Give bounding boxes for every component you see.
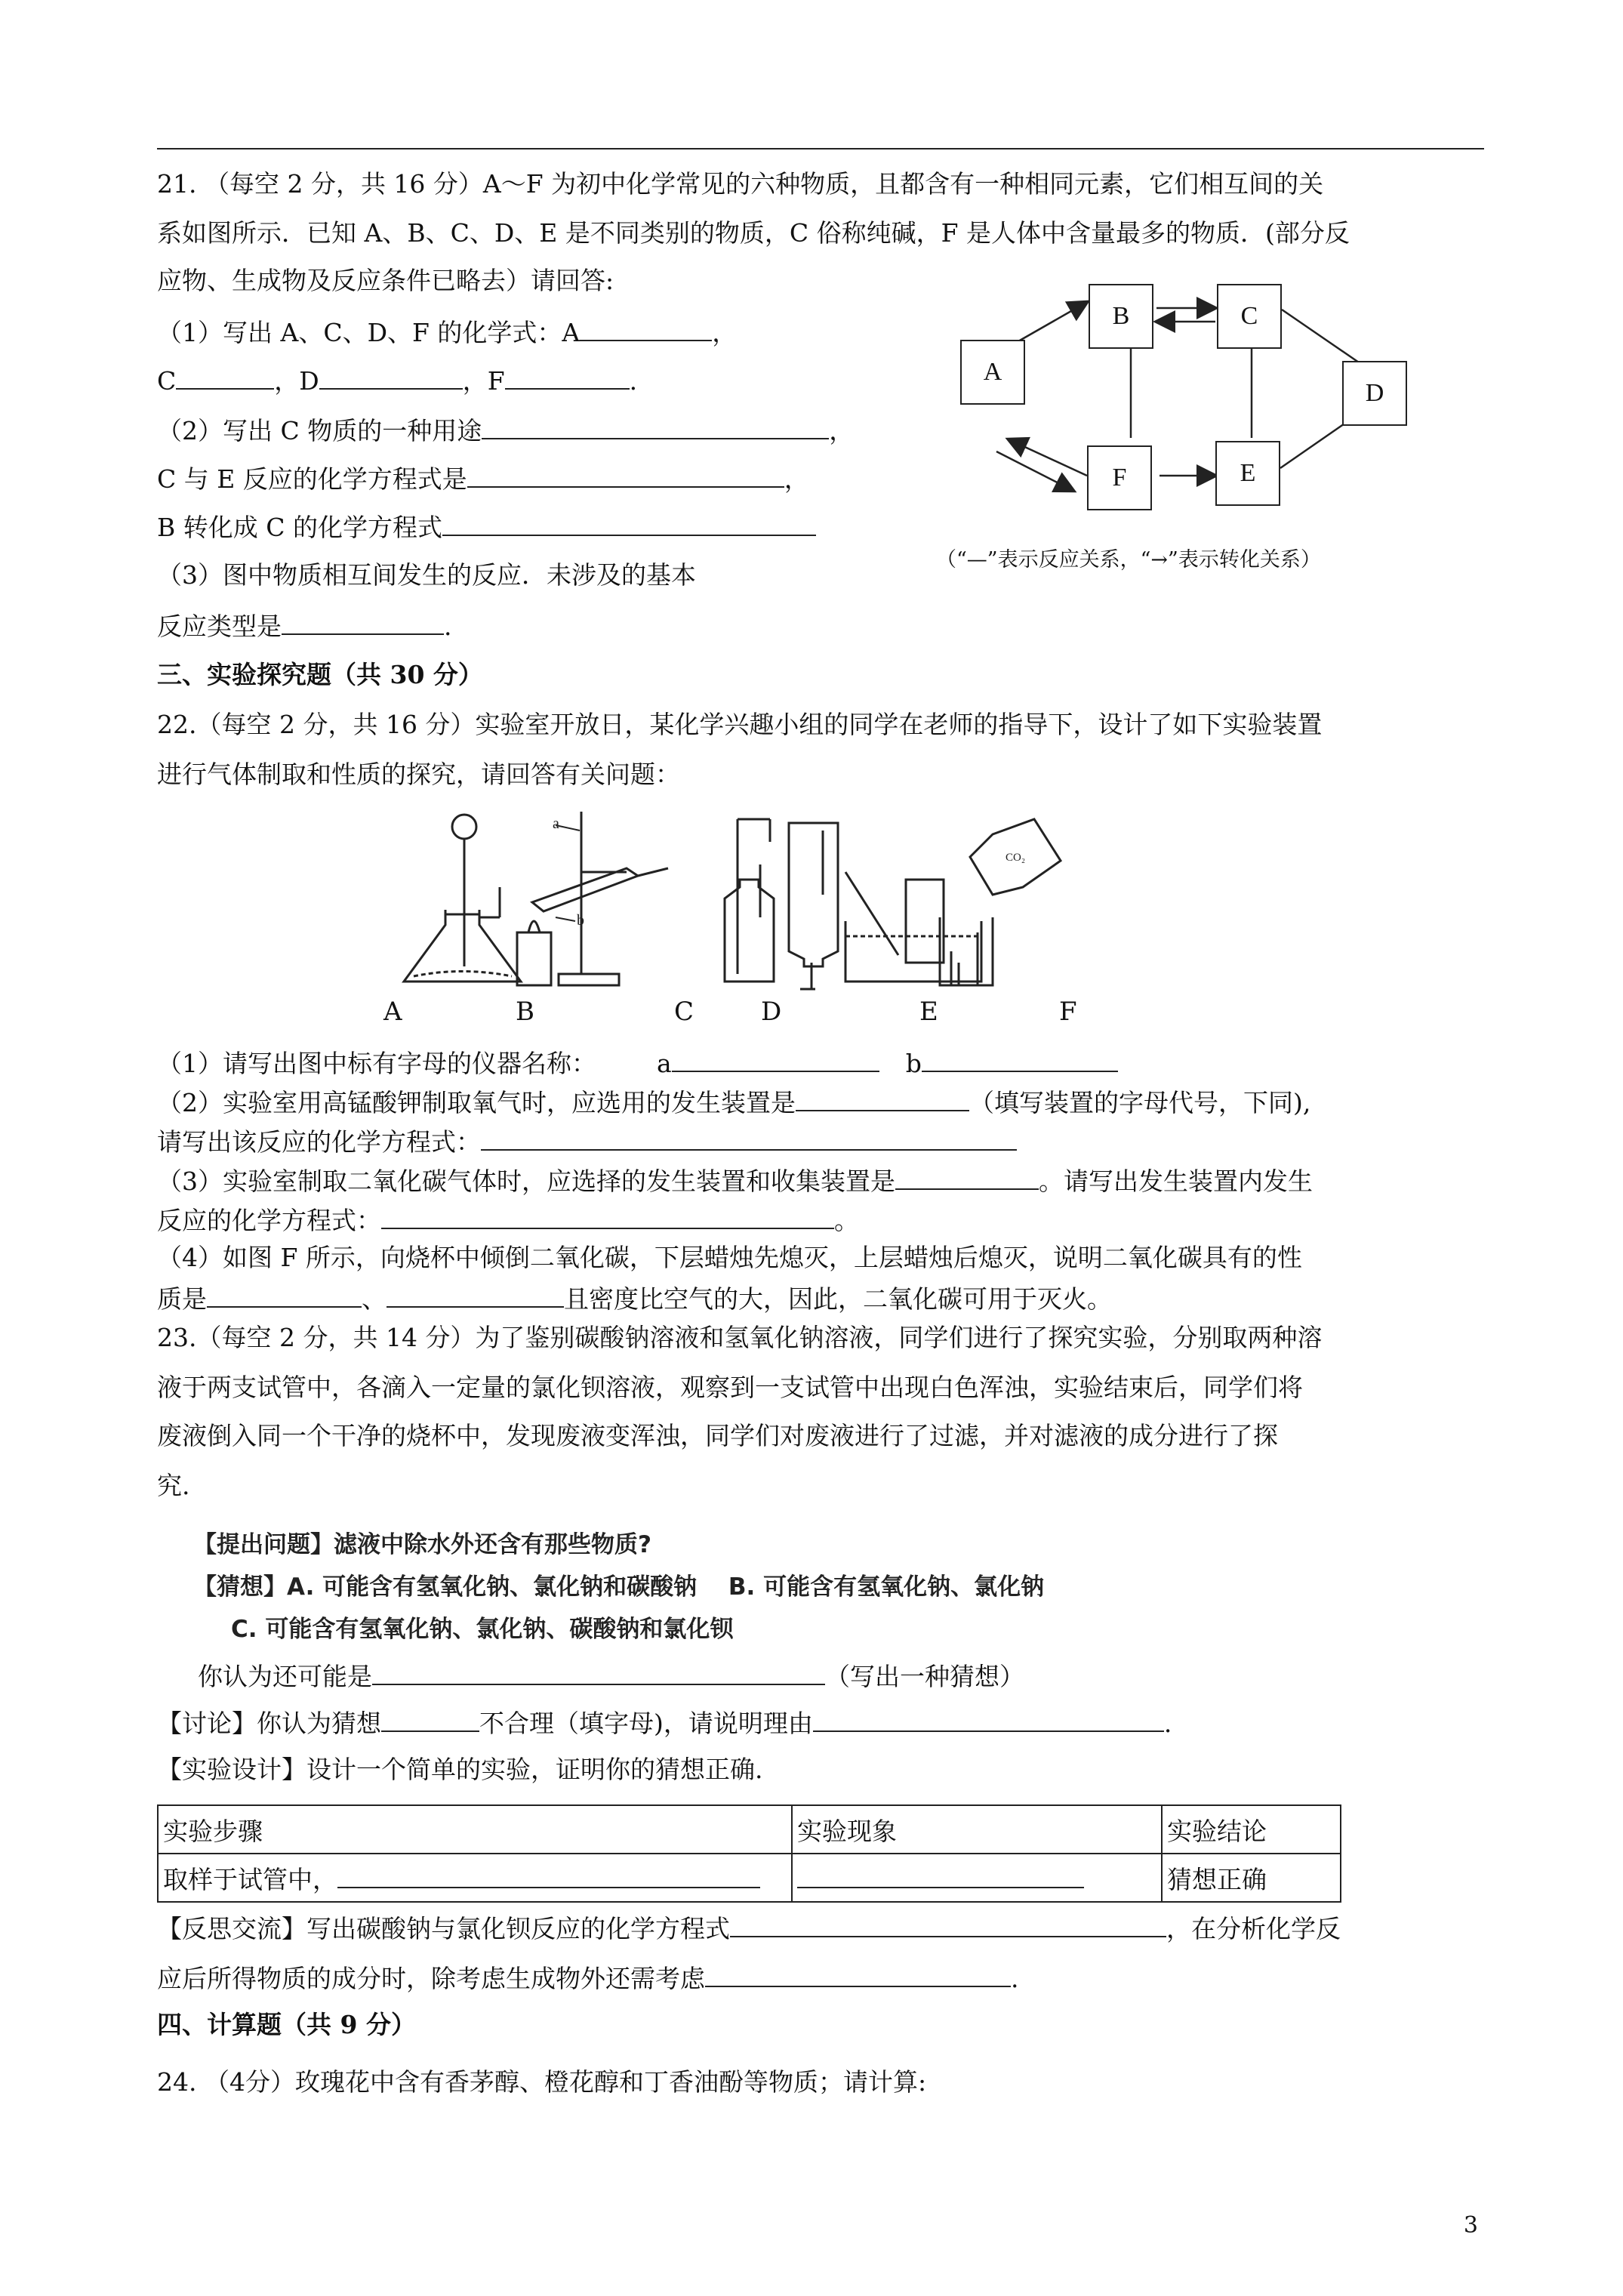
node-a: A: [960, 340, 1025, 405]
q22-line-1: 22.（每空 2 分，共 16 分）实验室开放日，某化学兴趣小组的同学在老师的指导下，设计了如下实验装置: [157, 710, 1323, 739]
q22-part4-a: （4）如图 F 所示，向烧杯中倾倒二氧化碳，下层蜡烛先熄灭，上层蜡烛后熄灭，说明二氧化碳具有的性: [157, 1243, 1302, 1272]
q23-line-2: 液于两支试管中，各滴入一定量的氯化钡溶液，观察到一支试管中出现白色浑浊，实验结束后，同学们将: [157, 1373, 1303, 1402]
answer-blank[interactable]: [796, 1084, 969, 1111]
q22-part4-b: 质是 、 且密度比空气的大，因此，二氧化碳可用于灭火。: [157, 1281, 1112, 1316]
q23-guess-1: 【猜想】A. 可能含有氢氧化钠、氯化钠和碳酸钠 B. 可能含有氢氧化钠、氯化钠: [193, 1573, 1045, 1601]
node-c: C: [1217, 284, 1282, 349]
q23-discussion: 【讨论】你认为猜想 不合理（填字母)，请说明理由 .: [157, 1705, 1172, 1740]
q21-part1-b: C ，D ，F .: [157, 362, 637, 398]
header-rule: [157, 148, 1484, 149]
q22-part3-a: （3）实验室制取二氧化碳气体时，应选择的发生装置和收集装置是 。请写出发生装置内发生: [157, 1163, 1313, 1198]
answer-blank[interactable]: [387, 1281, 564, 1308]
answer-blank[interactable]: [505, 362, 630, 390]
node-e: E: [1215, 441, 1280, 506]
diagram-caption: （“—”表示反应关系，“→”表示转化关系）: [936, 548, 1321, 572]
answer-blank[interactable]: [207, 1281, 362, 1308]
q21-part2-c: B 转化成 C 的化学方程式: [157, 509, 816, 544]
section-3-title: 三、实验探究题（共 30 分）: [157, 660, 483, 689]
link-c-d: [1282, 310, 1359, 362]
header-step: 实验步骤: [158, 1805, 792, 1854]
section-4-title: 四、计算题（共 9 分）: [157, 2010, 416, 2039]
label-b: b: [577, 912, 584, 929]
answer-blank[interactable]: [730, 1910, 1166, 1937]
q23-reflection-1: 【反思交流】写出碳酸钠与氯化钡反应的化学方程式 ，在分析化学反: [157, 1910, 1341, 1946]
q21-part2-b: C 与 E 反应的化学方程式是 ，: [157, 461, 809, 496]
answer-blank[interactable]: [442, 509, 816, 536]
apparatus-illustration: [377, 804, 1268, 997]
header-conclusion: 实验结论: [1162, 1805, 1341, 1854]
q24-line-1: 24. （4分）玫瑰花中含有香茅醇、橙花醇和丁香油酚等物质；请计算:: [157, 2067, 927, 2097]
apparatus-e-trough: [845, 872, 981, 982]
q23-other-guess: 你认为还可能是 （写出一种猜想）: [198, 1658, 1024, 1693]
answer-blank[interactable]: [482, 412, 829, 439]
answer-blank[interactable]: [319, 362, 463, 390]
answer-blank[interactable]: [381, 1705, 479, 1732]
node-b: B: [1089, 284, 1153, 349]
q21-part3-b: 反应类型是 .: [157, 608, 452, 643]
cell-step: 取样于试管中，: [158, 1854, 792, 1902]
node-d: D: [1342, 361, 1407, 426]
q21-line-3: 应物、生成物及反应条件已略去）请回答:: [157, 266, 614, 295]
answer-blank[interactable]: [481, 1123, 1017, 1151]
q23-guess-2: C. 可能含有氢氧化钠、氯化钠、碳酸钠和氯化钡: [231, 1616, 734, 1643]
cell-conclusion: 猜想正确: [1162, 1854, 1341, 1902]
cell-phenomenon: [792, 1854, 1162, 1902]
q22-part3-b: 反应的化学方程式： 。: [157, 1202, 859, 1237]
answer-blank[interactable]: [813, 1705, 1164, 1732]
answer-blank[interactable]: [467, 461, 784, 488]
q22-part2-b: 请写出该反应的化学方程式：: [157, 1123, 1017, 1159]
answer-blank[interactable]: [381, 1202, 834, 1229]
answer-blank[interactable]: [797, 1861, 1084, 1888]
q23-question: 【提出问题】滤液中除水外还含有那些物质?: [193, 1531, 651, 1558]
apparatus-f-beaker: [940, 819, 1061, 985]
apparatus-b-heating: [517, 812, 668, 985]
node-f: F: [1087, 445, 1152, 510]
answer-blank[interactable]: [672, 1045, 879, 1072]
apparatus-d-inverted-bottle: [789, 823, 838, 989]
q23-line-3: 废液倒入同一个干净的烧杯中，发现废液变浑浊，同学们对废液进行了过滤，并对滤液的成分进行了探: [157, 1421, 1278, 1450]
answer-blank[interactable]: [176, 362, 274, 390]
q21-part2-a: （2）写出 C 物质的一种用途 ，: [157, 412, 854, 448]
answer-blank[interactable]: [895, 1163, 1039, 1190]
experiment-table: [157, 1804, 1341, 1903]
page-number: 3: [1463, 2212, 1478, 2239]
q23-reflection-2: 应后所得物质的成分时，除考虑生成物外还需考虑 .: [157, 1960, 1019, 1996]
q23-line-1: 23.（每空 2 分，共 14 分）为了鉴别碳酸钠溶液和氢氧化钠溶液，同学们进行了探究实验，分别取两种溶: [157, 1323, 1323, 1352]
table-row: [158, 1854, 1341, 1902]
answer-blank[interactable]: [337, 1861, 760, 1888]
answer-blank[interactable]: [372, 1658, 825, 1685]
label-co2: CO₂: [1006, 852, 1026, 864]
arrow-a-to-f: [996, 451, 1073, 491]
q23-line-4: 究.: [157, 1471, 190, 1500]
table-header-row: [158, 1805, 1341, 1854]
header-phenomenon: 实验现象: [792, 1805, 1162, 1854]
q22-line-2: 进行气体制取和性质的探究，请回答有关问题：: [157, 760, 680, 789]
q22-part2-a: （2）实验室用高锰酸钾制取氧气时，应选用的发生装置是 （填写装置的字母代号，下同),: [157, 1084, 1310, 1120]
answer-blank[interactable]: [705, 1960, 1011, 1987]
answer-blank[interactable]: [282, 608, 444, 635]
answer-blank[interactable]: [580, 314, 712, 341]
q21-line-1: 21. （每空 2 分，共 16 分）A～F 为初中化学常见的六种物质，且都含有一种相同元素，它们相互间的关: [157, 169, 1324, 199]
label-a: a: [553, 815, 559, 832]
q21-part1-a: （1）写出 A、C、D、F 的化学式：A ，: [157, 314, 737, 350]
q21-part3-a: （3）图中物质相互间发生的反应．未涉及的基本: [157, 560, 696, 590]
q22-part1: （1）请写出图中标有字母的仪器名称： a b: [157, 1045, 1118, 1080]
q21-line-2: 系如图所示．已知 A、B、C、D、E 是不同类别的物质，C 俗称纯碱，F 是人体中含量最多的物质．(部分反: [157, 218, 1350, 248]
q23-design: 【实验设计】设计一个简单的实验，证明你的猜想正确.: [157, 1755, 763, 1784]
apparatus-a-flask: [404, 815, 521, 982]
arrow-f-to-a: [1009, 439, 1087, 476]
apparatus-c-bottle: [725, 819, 774, 982]
answer-blank[interactable]: [922, 1045, 1118, 1072]
